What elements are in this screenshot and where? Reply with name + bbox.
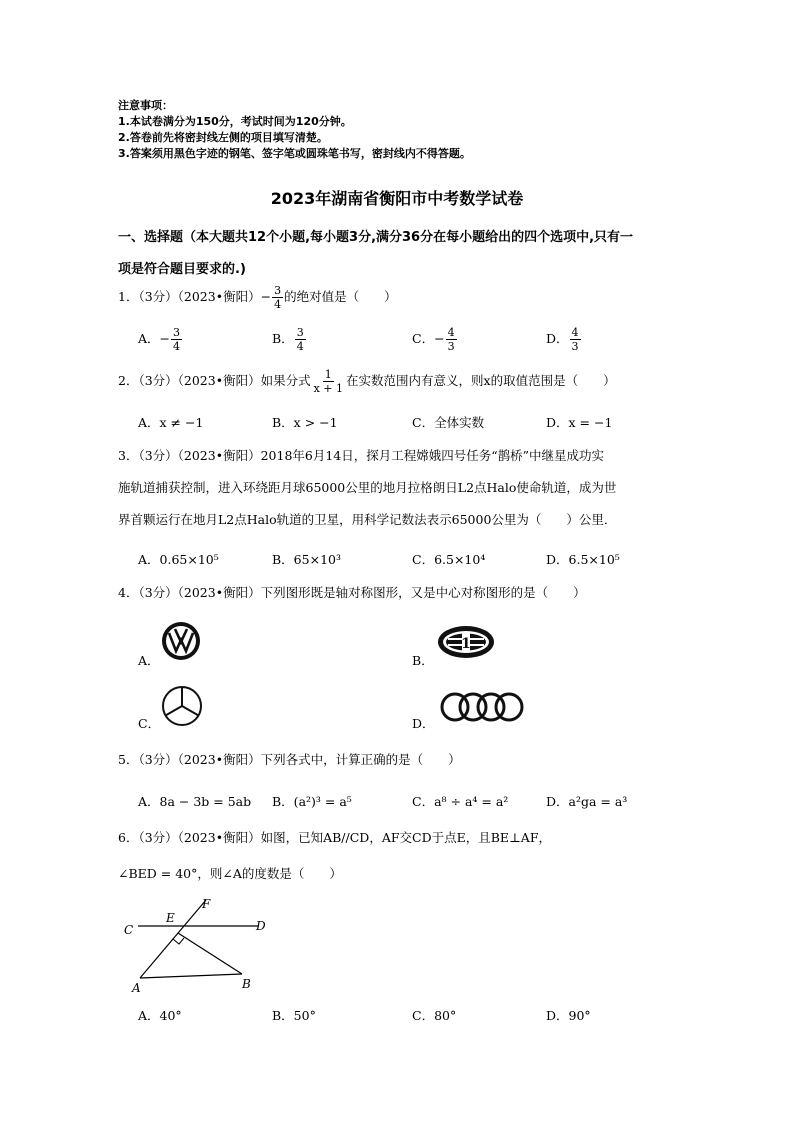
volkswagen-logo-icon[interactable] [160,620,202,662]
q2-den: x + 1 [313,382,344,395]
notes-item: 1.本试卷满分为150分，考试时间为120分钟。 [118,115,352,128]
faw-logo-icon[interactable] [436,624,496,660]
notes-item: 2.答卷前先将密封线左侧的项目填写清楚。 [118,131,328,144]
q4-option-b-label[interactable]: B． [412,653,434,668]
q1-option-d[interactable] [546,326,582,353]
q1-num: 3 [274,284,282,297]
q4-option-a-label[interactable]: A． [138,653,160,668]
option-den: 4 [296,340,304,353]
q3-option-c[interactable]: C．6.5×10⁴ [412,552,486,567]
question-5: 5．（3分）（2023•衡阳）下列各式中，计算正确的是（ ） [118,752,461,767]
option-den: 4 [173,340,181,353]
label-e: E [166,911,175,925]
q2-option-b[interactable]: B．x > −1 [272,415,338,430]
option-num: 3 [173,326,181,339]
q6-option-a[interactable]: A．40° [138,1008,182,1023]
option-sign: − [159,331,171,346]
q2-option-d[interactable]: D．x = −1 [546,415,613,430]
geometry-figure [118,892,278,996]
q4-option-d-label[interactable]: D． [412,716,435,731]
exam-title: 2023年湖南省衡阳市中考数学试卷 [270,189,524,208]
label-a: A [132,981,141,995]
option-num: 4 [571,326,579,339]
question-1 [118,284,397,311]
q1-suffix: 的绝对值是（ ） [284,289,397,304]
q1-prefix: 1．（3分）（2023•衡阳） [118,289,261,304]
label-c: C [124,923,134,937]
question-3-line3: 界首颗运行在地月L2点Halo轨道的卫星，用科学记数法表示65000公里为（ ）公里． [118,512,617,527]
q1-fraction [272,284,283,311]
label-d: D [256,919,266,933]
option-den: 3 [571,340,579,353]
q3-option-a[interactable]: A．0.65×10⁵ [138,552,219,567]
question-6-line2: ∠BED = 40°，则∠A的度数是（ ） [118,866,342,881]
label-b: B [242,977,251,991]
q6-option-d[interactable]: D．90° [546,1008,591,1023]
option-den: 3 [447,340,455,353]
option-num: 4 [447,326,455,339]
q1-option-b[interactable] [272,326,307,353]
q5-option-b[interactable]: B．(a²)³ = a⁵ [272,794,352,809]
audi-logo-icon[interactable] [438,690,528,724]
right-angle-mark [173,938,184,944]
faw-logo-char: 1 [461,636,471,652]
notes-heading: 注意事项： [118,99,173,112]
option-fraction [171,326,182,353]
line-ab [140,974,242,978]
option-fraction [446,326,457,353]
line-eb [178,933,242,974]
question-4: 4．（3分）（2023•衡阳）下列图形既是轴对称图形，又是中心对称图形的是（ ） [118,585,586,600]
q2-option-c[interactable]: C．全体实数 [412,415,485,430]
q3-option-d[interactable]: D．6.5×10⁵ [546,552,620,567]
q2-suffix: 在实数范围内有意义，则x的取值范围是（ ） [346,373,616,388]
option-fraction [295,326,306,353]
q6-option-c[interactable]: C．80° [412,1008,457,1023]
q2-fraction [312,368,345,395]
mercedes-logo-icon[interactable] [160,684,204,728]
option-num: 3 [296,326,304,339]
q1-den: 4 [274,298,282,311]
q4-option-c-label[interactable]: C． [138,716,161,731]
exam-notes [118,98,471,162]
option-label: A． [138,331,160,346]
q5-option-d[interactable]: D．a²ga = a³ [546,794,628,809]
question-6-line1: 6．（3分）（2023•衡阳）如图，已知AB//CD，AF交CD于点E，且BE⊥AF， [118,830,551,845]
q2-num: 1 [324,368,332,381]
q1-option-c[interactable] [412,326,458,353]
q6-option-b[interactable]: B．50° [272,1008,316,1023]
q2-prefix: 2．（3分）（2023•衡阳）如果分式 [118,373,311,388]
q5-option-c[interactable]: C．a⁸ ÷ a⁴ = a² [412,794,509,809]
question-2 [118,368,616,395]
option-label: D． [546,331,569,346]
question-3-line2: 施轨道捕获控制，进入环绕距月球65000公里的地月拉格朗日L2点Halo使命轨道，成为世 [118,480,617,495]
question-3-line1: 3．（3分）（2023•衡阳）2018年6月14日，探月工程嫦娥四号任务“鹊桥”中继星成功实 [118,448,605,463]
notes-item: 3.答案须用黑色字迹的钢笔、签字笔或圆珠笔书写，密封线内不得答题。 [118,147,471,160]
q5-option-a[interactable]: A．8a − 3b = 5ab [138,794,252,809]
q1-option-a[interactable] [138,326,183,353]
section-heading-line1: 一、选择题（本大题共12个小题,每小题3分,满分36分在每小题给出的四个选项中,只有一 [118,230,634,245]
option-fraction [570,326,581,353]
q3-option-b[interactable]: B．65×10³ [272,552,341,567]
option-label: C． [412,331,435,346]
option-sign: − [434,331,445,346]
q1-minus: − [260,289,272,304]
label-f: F [202,897,211,911]
option-label: B． [272,331,294,346]
section-heading-line2: 项是符合题目要求的.) [118,262,246,277]
q2-option-a[interactable]: A．x ≠ −1 [138,415,204,430]
